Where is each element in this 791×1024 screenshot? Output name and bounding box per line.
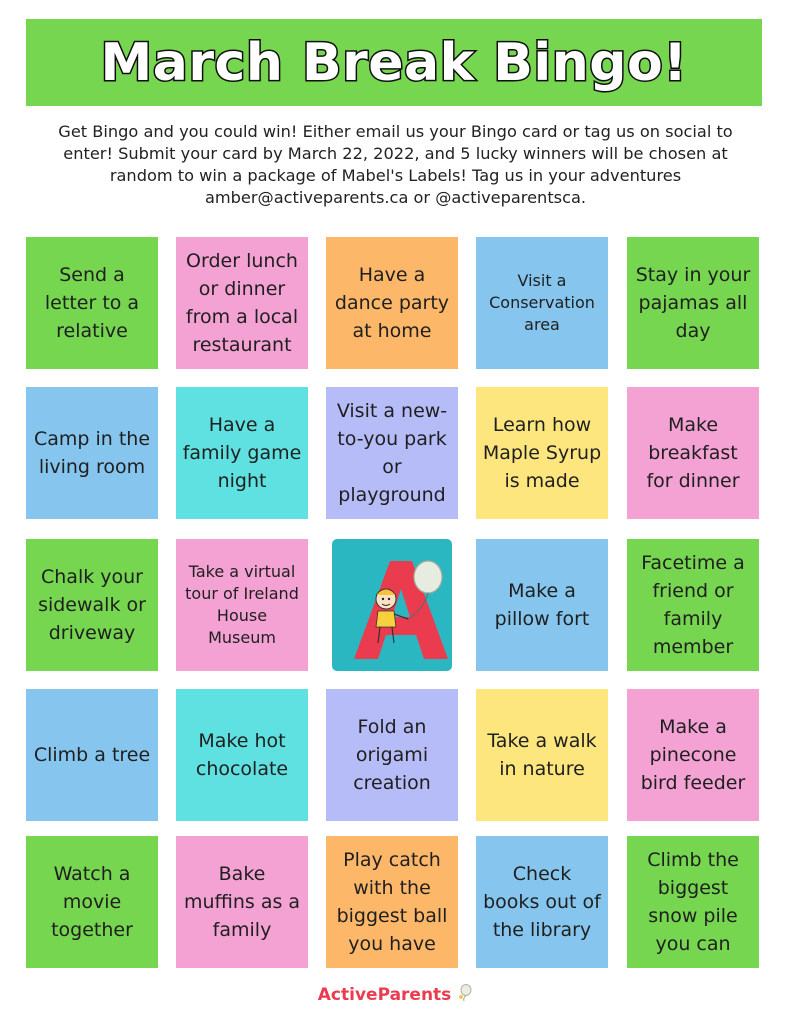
bingo-square-text: Visit a Conservation area [489,271,595,334]
bingo-square-text: Take a walk in nature [487,730,597,780]
bingo-square [26,387,158,519]
bingo-square-text: Send a letter to a relative [44,264,140,342]
bingo-square [26,689,158,821]
bingo-square [627,539,759,671]
active-parents-mascot-icon [332,539,452,671]
bingo-square [176,387,308,519]
bingo-free-space [326,539,458,671]
bingo-square-text: Camp in the living room [33,428,151,478]
bingo-square [176,836,308,968]
bingo-square-text: Check books out of the library [483,863,601,941]
bingo-square-text: Visit a new-to-you park or playground [336,400,448,506]
bingo-square [326,836,458,968]
bingo-square-text: Take a virtual tour of Ireland House Museum [185,562,299,647]
bingo-square-text: Bake muffins as a family [183,863,301,941]
bingo-square [476,539,608,671]
bingo-square [176,689,308,821]
bingo-square-text: Make breakfast for dinner [646,414,740,492]
bingo-square-text: Climb a tree [33,744,151,766]
bingo-square-text: Watch a movie together [51,863,133,941]
bingo-square-text: Have a family game night [182,414,302,492]
bingo-square-text: Stay in your pajamas all day [635,264,751,342]
bingo-square-text: Fold an origami creation [353,716,431,794]
bingo-square [176,539,308,671]
bingo-square [26,539,158,671]
brand-word-active: Active [317,985,378,1005]
page-title: March Break Bingo! [100,32,688,93]
balloon-icon [457,984,473,1002]
bingo-square [26,836,158,968]
bingo-square [326,237,458,369]
bingo-square [176,237,308,369]
bingo-square-text: Climb the biggest snow pile you can [647,849,739,955]
bingo-square-text: Make a pinecone bird feeder [640,716,746,794]
bingo-square [326,689,458,821]
bingo-square-text: Have a dance party at home [334,264,450,342]
bingo-square-text: Learn how Maple Syrup is made [482,414,602,492]
bingo-square [627,237,759,369]
bingo-square-text: Make a pillow fort [494,580,590,630]
bingo-square [627,689,759,821]
bingo-square [326,387,458,519]
bingo-square [627,387,759,519]
intro-text: Get Bingo and you could win! Either email us your Bingo card or tag us on social to enter! Submit your card by March 22, 2022, and 5 lucky winners will be chosen at random to win a package of Mabel's Labels! Tag us in your adventures amber@activeparents.ca or @activeparentsca. [58,122,733,207]
bingo-square [476,387,608,519]
bingo-square [627,836,759,968]
bingo-square-text: Facetime a friend or family member [641,552,745,658]
bingo-square-text: Order lunch or dinner from a local restaurant [185,250,299,356]
brand-word-parents: Parents [377,985,452,1005]
active-parents-logo [0,984,791,1005]
bingo-square-text: Play catch with the biggest ball you have [336,849,448,955]
bingo-square [476,836,608,968]
bingo-square-text: Chalk your sidewalk or driveway [38,566,146,644]
title-banner [26,19,762,106]
bingo-square [476,237,608,369]
bingo-square-text: Make hot chocolate [195,730,289,780]
bingo-square [476,689,608,821]
bingo-square [26,237,158,369]
